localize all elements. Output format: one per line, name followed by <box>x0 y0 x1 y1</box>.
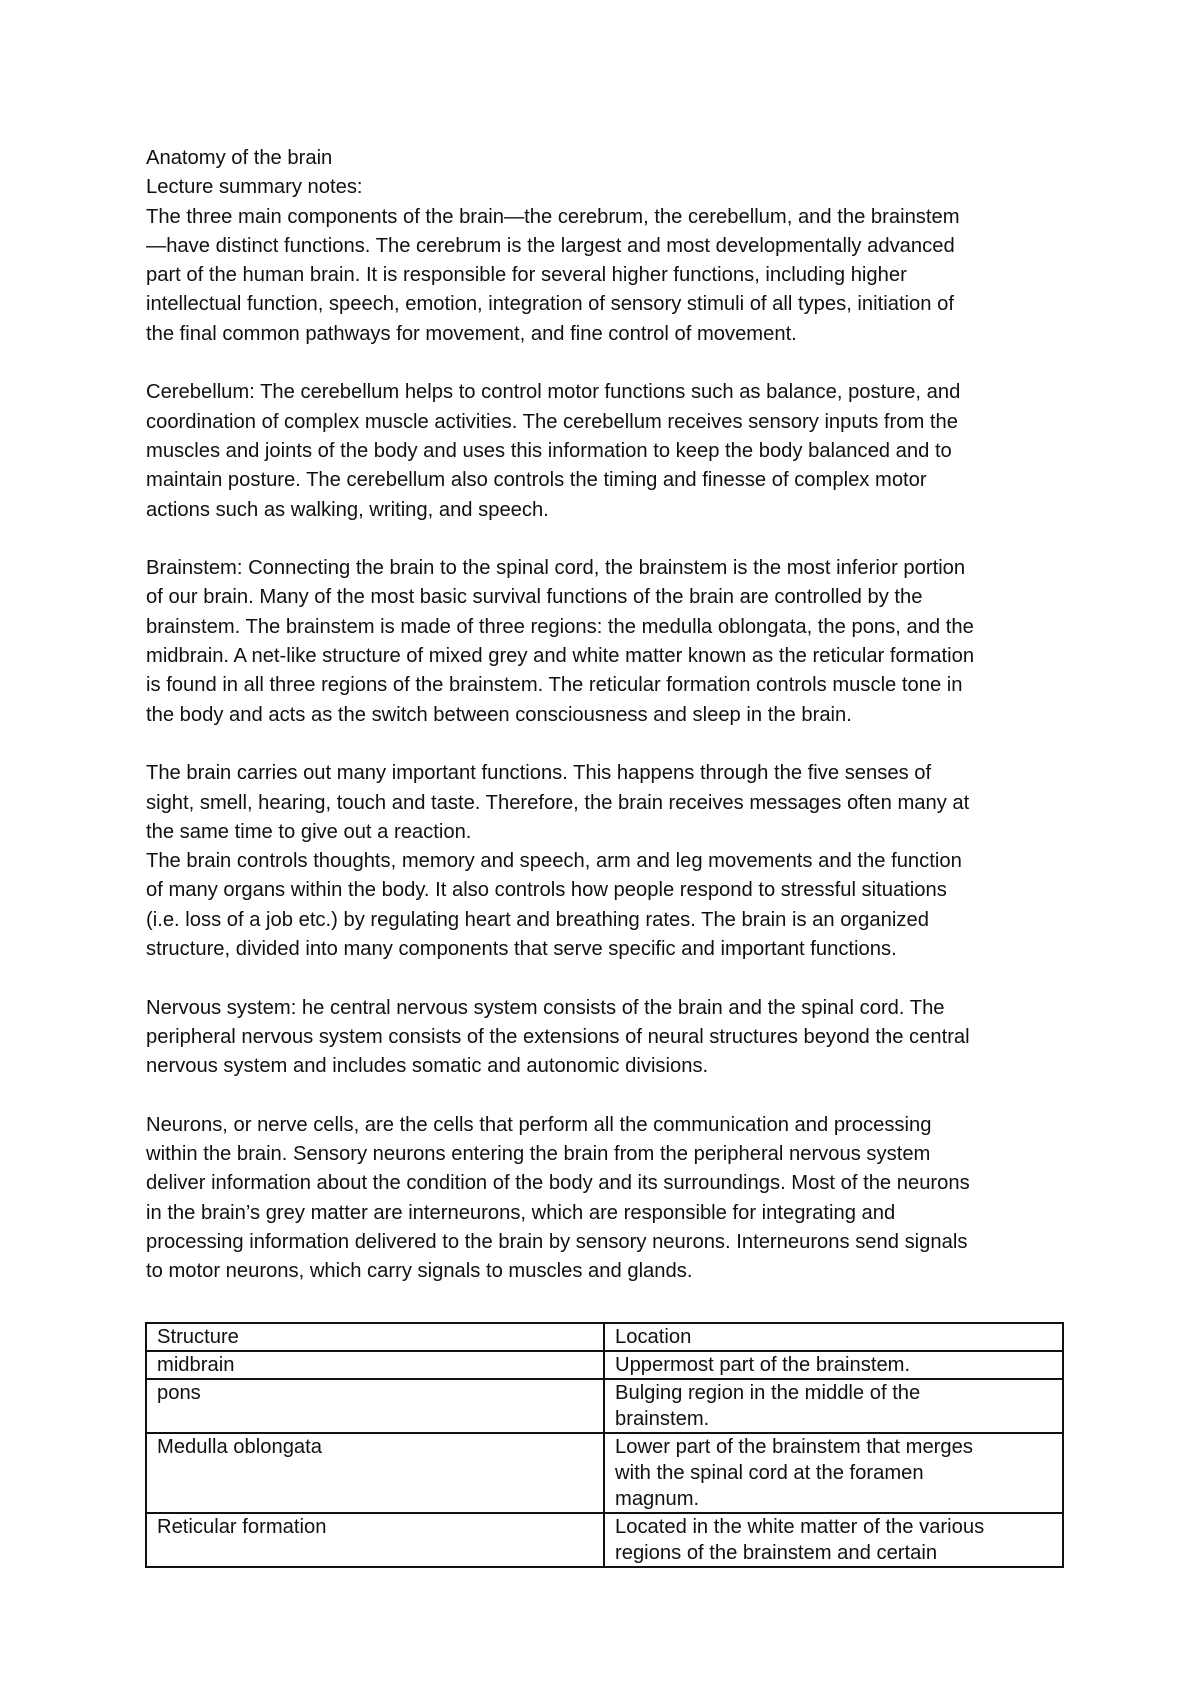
cell-line: magnum. <box>615 1488 700 1510</box>
structure-cell: midbrain <box>146 1351 604 1379</box>
text-line: in the brain’s grey matter are interneurons, which are responsible for integrating and <box>146 1201 896 1224</box>
text-line: coordination of complex muscle activities. The cerebellum receives sensory inputs from the <box>146 410 958 433</box>
text-line: processing information delivered to the brain by sensory neurons. Interneurons send signals <box>146 1230 968 1253</box>
paragraph-brainstem <box>146 554 1066 730</box>
table-header-row <box>146 1323 1063 1351</box>
cell-line: Located in the white matter of the various <box>615 1516 985 1538</box>
text-line: Cerebellum: The cerebellum helps to control motor functions such as balance, posture, and <box>146 381 961 404</box>
text-line: The brain carries out many important functions. This happens through the five senses of <box>146 762 932 785</box>
cell-line: Lower part of the brainstem that merges <box>615 1436 973 1458</box>
structure-cell: Reticular formation <box>146 1513 604 1567</box>
text-line: part of the human brain. It is responsible for several higher functions, including higher <box>146 264 907 287</box>
cell-line: Bulging region in the middle of the <box>615 1382 921 1404</box>
text-line: sight, smell, hearing, touch and taste. Therefore, the brain receives messages often many at <box>146 791 970 814</box>
text-line: muscles and joints of the body and uses this information to keep the body balanced and to <box>146 439 952 462</box>
text-line: deliver information about the condition of the body and its surroundings. Most of the neurons <box>146 1172 970 1195</box>
paragraph-nervous-system <box>146 994 1066 1082</box>
text-line: to motor neurons, which carry signals to muscles and glands. <box>146 1260 693 1283</box>
text-line: The three main components of the brain—the cerebrum, the cerebellum, and the brainstem <box>146 205 960 228</box>
text-line: structure, divided into many components that serve specific and important functions. <box>146 938 897 961</box>
table-header-cell: Location <box>604 1323 1063 1351</box>
text-line: intellectual function, speech, emotion, integration of sensory stimuli of all types, initiation of <box>146 293 954 316</box>
cell-line: with the spinal cord at the foramen <box>615 1462 924 1484</box>
paragraph-cerebrum <box>146 203 1066 349</box>
text-line: is found in all three regions of the brainstem. The reticular formation controls muscle tone in <box>146 674 963 697</box>
text-line: (i.e. loss of a job etc.) by regulating heart and breathing rates. The brain is an organized <box>146 908 929 931</box>
table-row <box>146 1351 1063 1379</box>
text-line: brainstem. The brainstem is made of three regions: the medulla oblongata, the pons, and the <box>146 615 974 638</box>
location-cell <box>604 1351 1063 1379</box>
paragraph-cerebellum <box>146 378 1066 524</box>
text-line: actions such as walking, writing, and speech. <box>146 498 549 521</box>
paragraph-functions <box>146 759 1066 964</box>
table-row <box>146 1433 1063 1513</box>
text-line: —have distinct functions. The cerebrum is the largest and most developmentally advanced <box>146 234 955 257</box>
text-line: maintain posture. The cerebellum also controls the timing and finesse of complex motor <box>146 469 927 492</box>
document-body <box>146 144 1066 1287</box>
structure-cell: pons <box>146 1379 604 1433</box>
text-line: Nervous system: he central nervous system consists of the brain and the spinal cord. The <box>146 996 945 1019</box>
structure-location-table <box>145 1322 1064 1568</box>
structure-cell: Medulla oblongata <box>146 1433 604 1513</box>
table-row <box>146 1513 1063 1567</box>
text-line: of many organs within the body. It also controls how people respond to stressful situations <box>146 879 947 902</box>
text-line: Neurons, or nerve cells, are the cells that perform all the communication and processing <box>146 1113 932 1136</box>
text-line: Brainstem: Connecting the brain to the spinal cord, the brainstem is the most inferior portion <box>146 557 966 580</box>
location-cell <box>604 1513 1063 1567</box>
text-line: the same time to give out a reaction. <box>146 820 472 843</box>
location-cell <box>604 1379 1063 1433</box>
cell-line: brainstem. <box>615 1408 710 1430</box>
table-header-cell: Structure <box>146 1323 604 1351</box>
text-line: the body and acts as the switch between consciousness and sleep in the brain. <box>146 703 852 726</box>
cell-line: Uppermost part of the brainstem. <box>615 1354 911 1376</box>
paragraph-neurons <box>146 1111 1066 1287</box>
text-line: The brain controls thoughts, memory and speech, arm and leg movements and the function <box>146 850 962 873</box>
document-title: Anatomy of the brain <box>146 147 333 169</box>
text-line: peripheral nervous system consists of the extensions of neural structures beyond the central <box>146 1025 970 1048</box>
location-cell <box>604 1433 1063 1513</box>
cell-line: regions of the brainstem and certain <box>615 1542 938 1564</box>
text-line: within the brain. Sensory neurons entering the brain from the peripheral nervous system <box>146 1143 931 1166</box>
text-line: of our brain. Many of the most basic survival functions of the brain are controlled by the <box>146 586 923 609</box>
text-line: the final common pathways for movement, and fine control of movement. <box>146 322 797 345</box>
table-row <box>146 1379 1063 1433</box>
text-line: midbrain. A net-like structure of mixed grey and white matter known as the reticular formation <box>146 645 975 668</box>
text-line: nervous system and includes somatic and autonomic divisions. <box>146 1055 709 1078</box>
document-subtitle: Lecture summary notes: <box>146 176 363 199</box>
